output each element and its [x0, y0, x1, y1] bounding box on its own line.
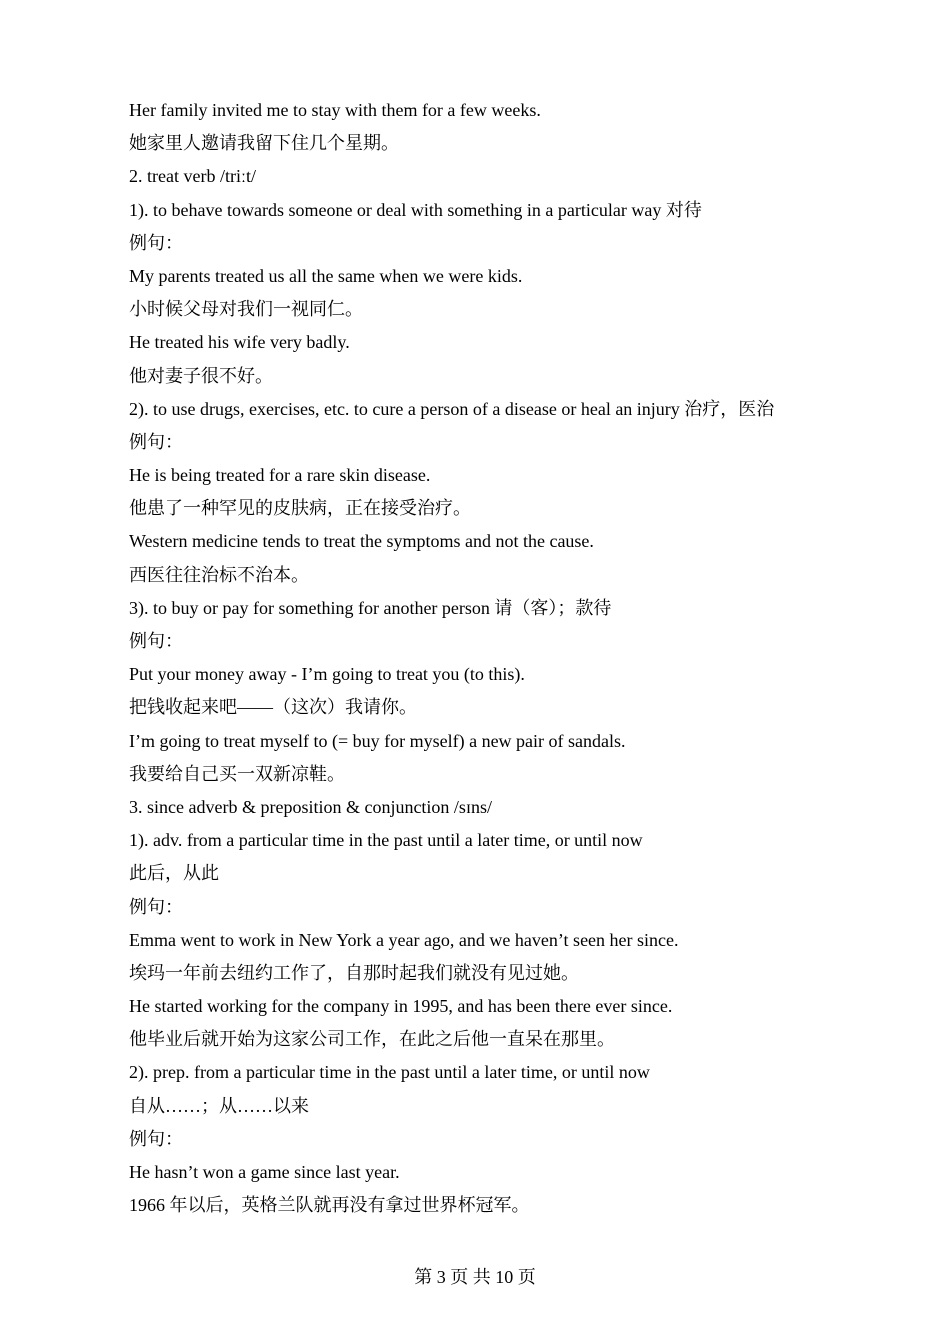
- text-line: 他毕业后就开始为这家公司工作，在此之后他一直呆在那里。: [129, 1029, 615, 1050]
- definition-line: 2). prep. from a particular time in the past until a later time, or until now: [129, 1062, 650, 1083]
- example-label: 例句：: [129, 232, 183, 253]
- text-line: Put your money away - I’m going to treat you (to this).: [129, 664, 525, 685]
- definition-line: 2). to use drugs, exercises, etc. to cure a person of a disease or heal an injury 治疗，医治: [129, 398, 775, 419]
- text-line: 埃玛一年前去纽约工作了，自那时起我们就没有见过她。: [129, 962, 579, 983]
- text-line: 此后，从此: [129, 863, 219, 884]
- text-line: 西医往往治标不治本。: [129, 564, 309, 585]
- text-line: 他对妻子很不好。: [129, 365, 273, 386]
- text-line: Western medicine tends to treat the symptoms and not the cause.: [129, 531, 594, 552]
- text-line: I’m going to treat myself to (= buy for myself) a new pair of sandals.: [129, 730, 626, 751]
- text-line: 1966 年以后，英格兰队就再没有拿过世界杯冠军。: [129, 1195, 530, 1216]
- example-label: 例句：: [129, 896, 183, 917]
- text-line: Her family invited me to stay with them for a few weeks.: [129, 100, 541, 120]
- text-line: 她家里人邀请我留下住几个星期。: [129, 133, 399, 154]
- text-line: My parents treated us all the same when we were kids.: [129, 265, 523, 286]
- text-line: 我要给自己买一双新凉鞋。: [129, 763, 345, 784]
- example-label: 例句：: [129, 1128, 183, 1149]
- text-line: He started working for the company in 1995, and has been there ever since.: [129, 996, 673, 1017]
- text-line: He treated his wife very badly.: [129, 332, 350, 353]
- document-body: [129, 94, 849, 1222]
- example-label: 例句：: [129, 631, 183, 651]
- example-label: 例句：: [129, 431, 183, 452]
- text-line: He hasn’t won a game since last year.: [129, 1162, 400, 1182]
- definition-line: 1). adv. from a particular time in the past until a later time, or until now: [129, 830, 643, 851]
- text-line: He is being treated for a rare skin disease.: [129, 465, 431, 486]
- text-line: 小时候父母对我们一视同仁。: [129, 299, 363, 320]
- page-number-footer: 第 3 页 共 10 页: [414, 1267, 536, 1287]
- definition-line: 1). to behave towards someone or deal with something in a particular way 对待: [129, 199, 702, 220]
- text-line: 他患了一种罕见的皮肤病，正在接受治疗。: [129, 498, 471, 519]
- entry-heading: 3. since adverb & preposition & conjunction /sɪns/: [129, 796, 492, 817]
- text-line: 把钱收起来吧——（这次）我请你。: [129, 697, 417, 718]
- definition-line: 3). to buy or pay for something for another person 请（客）；款待: [129, 597, 612, 618]
- text-line: 自从……；从……以来: [129, 1095, 309, 1116]
- text-line: Emma went to work in New York a year ago, and we haven’t seen her since.: [129, 929, 679, 950]
- entry-heading: 2. treat verb /triːt/: [129, 166, 256, 187]
